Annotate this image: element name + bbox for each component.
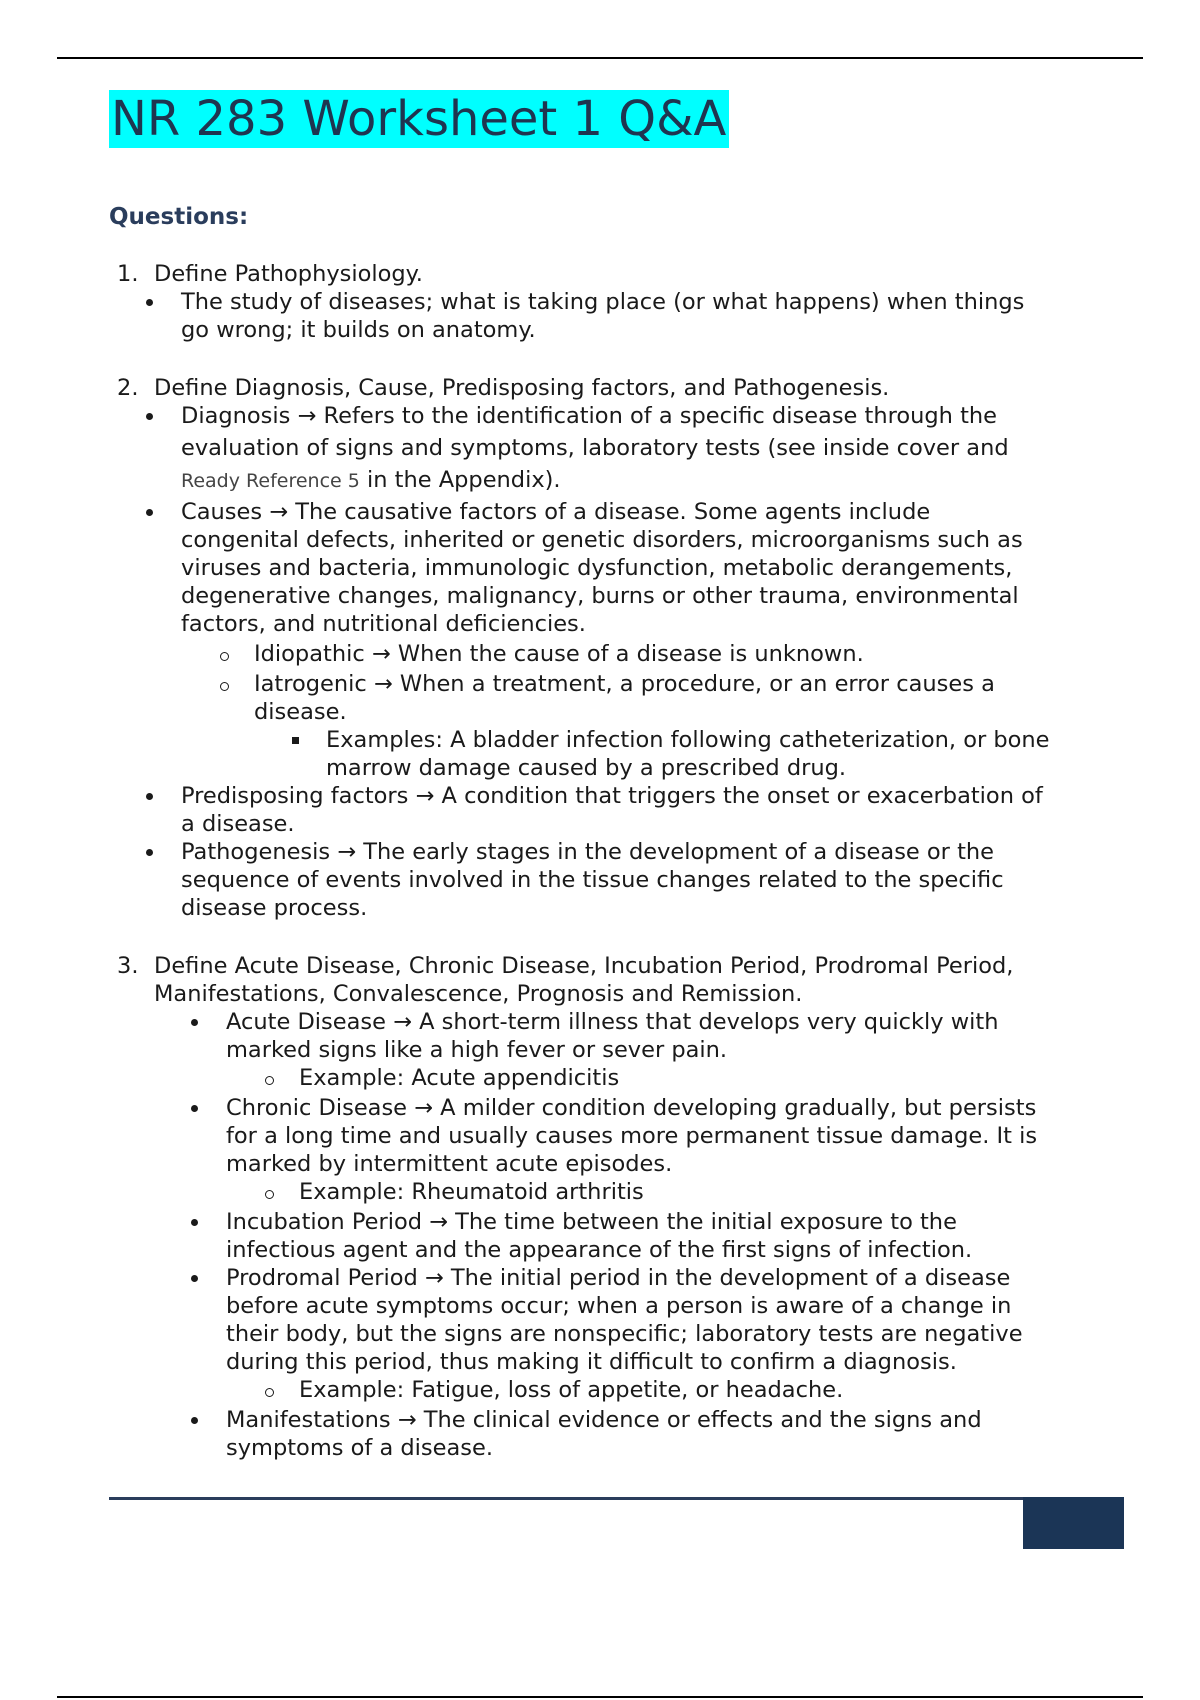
sub-bullet-icon [265, 1388, 274, 1397]
square-bullet-icon [292, 737, 299, 744]
bullet-icon [146, 793, 153, 800]
prodromal-line: their body, but the signs are nonspecific; laboratory tests are negative [226, 1321, 1023, 1347]
causes-line: degenerative changes, malignancy, burns or other trauma, environmental [181, 583, 1019, 609]
manifestations-line: symptoms of a disease. [226, 1435, 494, 1461]
bullet-icon [146, 849, 153, 856]
pathogenesis-line: disease process. [181, 895, 368, 921]
q1-number: 1. [117, 261, 139, 287]
bullet-icon [146, 509, 153, 516]
pathogenesis-line: sequence of events involved in the tissue changes related to the specific [181, 867, 1004, 893]
predisposing-line: a disease. [181, 811, 295, 837]
footer-page-box [1023, 1497, 1124, 1549]
bullet-icon [191, 1105, 198, 1112]
chronic-example: Example: Rheumatoid arthritis [299, 1179, 644, 1205]
examples-line: Examples: A bladder infection following catheterization, or bone [326, 727, 1050, 753]
bullet-icon [191, 1417, 198, 1424]
causes-line: Causes → The causative factors of a disease. Some agents include [181, 499, 931, 525]
pathogenesis-line: Pathogenesis → The early stages in the development of a disease or the [181, 839, 994, 865]
title-wrap [109, 90, 729, 148]
prodromal-line: Prodromal Period → The initial period in the development of a disease [226, 1265, 1011, 1291]
prodromal-line: before acute symptoms occur; when a person is aware of a change in [226, 1293, 1012, 1319]
iatrogenic-line: disease. [254, 699, 347, 725]
q1-answer-line: go wrong; it builds on anatomy. [181, 317, 536, 343]
diagnosis-line-end: in the Appendix). [359, 467, 561, 493]
q3-text: Manifestations, Convalescence, Prognosis and Remission. [154, 981, 803, 1007]
causes-line: congenital defects, inherited or genetic disorders, microorganisms such as [181, 527, 1023, 553]
examples-line: marrow damage caused by a prescribed drug. [326, 755, 847, 781]
q1-text: Define Pathophysiology. [154, 261, 423, 287]
manifestations-line: Manifestations → The clinical evidence or effects and the signs and [226, 1407, 982, 1433]
acute-line: Acute Disease → A short-term illness that develops very quickly with [226, 1009, 999, 1035]
chronic-line: marked by intermittent acute episodes. [226, 1151, 673, 1177]
bullet-icon [146, 413, 153, 420]
idiopathic-line: Idiopathic → When the cause of a disease is unknown. [254, 641, 864, 667]
predisposing-line: Predisposing factors → A condition that triggers the onset or exacerbation of [181, 783, 1043, 809]
footer-rule [109, 1497, 1124, 1500]
sub-bullet-icon [265, 1076, 274, 1085]
diagnosis-line: Diagnosis → Refers to the identification of a specific disease through the [181, 403, 998, 429]
incubation-line: Incubation Period → The time between the initial exposure to the [226, 1209, 957, 1235]
iatrogenic-line: Iatrogenic → When a treatment, a procedure, or an error causes a [254, 671, 995, 697]
bullet-icon [191, 1275, 198, 1282]
acute-line: marked signs like a high fever or sever pain. [226, 1037, 728, 1063]
causes-line: factors, and nutritional deficiencies. [181, 611, 586, 637]
chronic-line: for a long time and usually causes more permanent tissue damage. It is [226, 1123, 1038, 1149]
bullet-icon [146, 299, 153, 306]
prodromal-line: during this period, thus making it difficult to confirm a diagnosis. [226, 1349, 957, 1375]
bullet-icon [191, 1219, 198, 1226]
prodromal-example: Example: Fatigue, loss of appetite, or headache. [299, 1377, 844, 1403]
acute-example: Example: Acute appendicitis [299, 1065, 620, 1091]
sub-bullet-icon [220, 682, 229, 691]
chronic-line: Chronic Disease → A milder condition developing gradually, but persists [226, 1095, 1037, 1121]
document-title: NR 283 Worksheet 1 Q&A [109, 90, 729, 148]
q3-text: Define Acute Disease, Chronic Disease, Incubation Period, Prodromal Period, [154, 953, 1014, 979]
top-rule [57, 57, 1143, 59]
questions-heading: Questions: [109, 204, 249, 230]
q1-answer-line: The study of diseases; what is taking place (or what happens) when things [181, 289, 1025, 315]
q2-text: Define Diagnosis, Cause, Predisposing factors, and Pathogenesis. [154, 375, 890, 401]
incubation-line: infectious agent and the appearance of the first signs of infection. [226, 1237, 973, 1263]
sub-bullet-icon [220, 652, 229, 661]
ready-reference-text: Ready Reference 5 [181, 470, 360, 492]
causes-line: viruses and bacteria, immunologic dysfunction, metabolic derangements, [181, 555, 1013, 581]
bullet-icon [191, 1019, 198, 1026]
diagnosis-line: evaluation of signs and symptoms, laboratory tests (see inside cover and [181, 435, 1009, 461]
q2-number: 2. [117, 375, 139, 401]
bottom-rule [57, 1696, 1143, 1698]
diagnosis-line [181, 466, 561, 495]
sub-bullet-icon [265, 1190, 274, 1199]
q3-number: 3. [117, 953, 139, 979]
